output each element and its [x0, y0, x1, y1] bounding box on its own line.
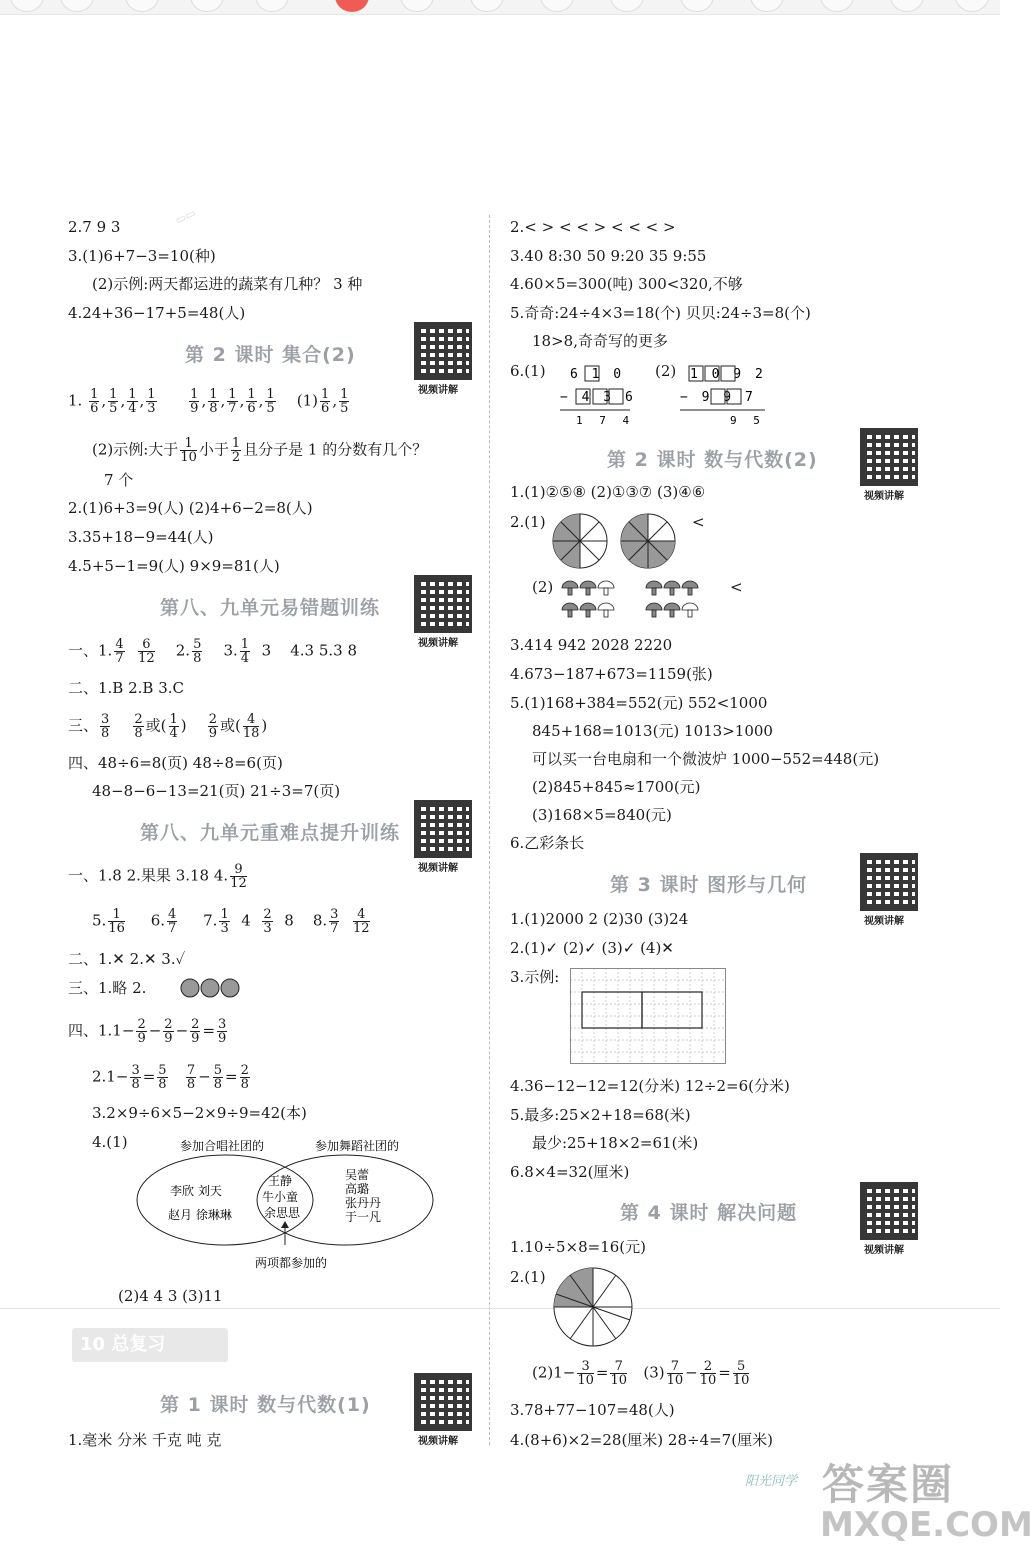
section-heading: 第八、九单元重难点提升训练 — [140, 822, 401, 844]
fraction: $\frac{1}{6}$ — [90, 387, 99, 416]
item-number: 3. — [223, 641, 238, 660]
text: 或( — [145, 716, 167, 735]
text: 四、1.1− — [68, 1021, 135, 1040]
fraction: $\frac{1}{4}$ — [169, 712, 178, 741]
venn-right-name: 张丹丹 — [345, 1196, 382, 1210]
sub-row: 1 7 4 — [576, 414, 635, 427]
answer-line — [68, 863, 249, 890]
answer-line: 1. $\frac{1}{6}$ , $\frac{1}{5}$ , $\frac{1}{4}$ , $\frac{1}{3}$ $\frac{1}{9}$ , $\frac{1}{8}$ , $\frac{1}{7}$ , $\frac{1}{6}$ , $\frac{1}{5}$ (1) $\frac{1}{6}$ , $\frac{1}{5}$ — [68, 387, 349, 416]
answer-line — [92, 908, 372, 935]
fraction: $\frac{1}{5}$ — [340, 387, 349, 416]
tab-circle — [255, 0, 289, 12]
text: (2)1− — [532, 1363, 576, 1382]
sub-label: (1) — [296, 391, 319, 410]
qr-code-icon[interactable] — [860, 853, 918, 911]
qr-label: 视频讲解 — [864, 1245, 904, 1256]
fraction: $\frac{3}{8}$ — [101, 712, 110, 741]
fraction: $\frac{2}{9}$ — [137, 1017, 146, 1046]
fraction: $\frac{3}{9}$ — [218, 1017, 227, 1046]
answer-line: 4.5+5−1=9(人) 9×9=81(人) — [68, 557, 280, 575]
circles-figure — [180, 977, 242, 999]
text: (2)示例:大于 — [92, 440, 179, 459]
answer-line: (2)示例:两天都运进的蔬菜有几种？ 3 种 — [92, 275, 363, 293]
qr-label: 视频讲解 — [418, 1436, 458, 1447]
tab-circle — [610, 0, 644, 12]
answer-line: 3.(1)6+7−3=10(种) — [68, 247, 216, 265]
tab-circle-active — [335, 0, 369, 12]
fraction: $\frac{1}{3}$ — [220, 907, 229, 936]
answer-line — [68, 979, 146, 997]
answer-line: (2)1− $\frac{3}{10}$ = $\frac{7}{10}$ (3) $\frac{7}{10}$ − $\frac{2}{10}$ = $\frac{5}{10}$ — [532, 1359, 750, 1388]
text: 4 — [241, 911, 251, 930]
fraction: $\frac{3}{8}$ — [131, 1063, 140, 1092]
stamp-mark: ▭▭ — [173, 206, 198, 227]
fraction: $\frac{1}{16}$ — [108, 907, 125, 936]
text: 2.1− — [92, 1067, 129, 1086]
qr-label: 视频讲解 — [418, 863, 458, 874]
tab-circle — [955, 0, 989, 12]
fraction: $\frac{3}{7}$ — [330, 907, 339, 936]
text: 小于 — [198, 440, 229, 459]
answer-line: 48−8−6−13=21(页) 21÷3=7(页) — [92, 782, 341, 800]
text: 3 — [261, 641, 272, 660]
top-tab-strip — [0, 0, 1000, 15]
answer-line: 最少:25+18×2=61(米) — [532, 1134, 699, 1152]
fraction: $\frac{1}{5}$ — [266, 387, 275, 416]
answer-line: 1.毫米 分米 千克 吨 克 — [68, 1431, 222, 1449]
answer-line: (2) — [655, 362, 677, 380]
text: 三、1.略 2. — [68, 979, 147, 997]
fraction: $\frac{1}{2}$ — [231, 436, 241, 465]
tab-circle — [400, 0, 434, 12]
fraction: $\frac{4}{7}$ — [168, 907, 177, 936]
answer-line: 2.1− $\frac{3}{8}$ = $\frac{5}{8}$ $\frac{7}{8}$ − $\frac{5}{8}$ = $\frac{2}{8}$ — [92, 1063, 249, 1092]
text: ) — [261, 716, 268, 735]
text: 且分子是 1 的分数有几个？ — [243, 440, 428, 459]
text: 4.3 5.3 8 — [290, 641, 357, 660]
fraction: $\frac{5}{10}$ — [732, 1359, 750, 1388]
item-number: 三、 — [68, 716, 99, 735]
item-number: 6. — [150, 911, 166, 930]
venn-mid-name: 余思思 — [264, 1206, 301, 1220]
watermark-url: MXQE.COM — [820, 1505, 1033, 1545]
chapter-tab: 10 总复习 — [72, 1328, 228, 1362]
answer-line: (2)845+845≈1700(元) — [532, 778, 701, 796]
sub-row: 1 0 9 2 — [690, 367, 766, 382]
answer-line: 3.78+77−107=48(人) — [510, 1401, 675, 1419]
answer-line: 2.(1)✓ (2)✓ (3)✓ (4)✕ — [510, 939, 674, 957]
venn-left-label: 参加合唱社团的 — [180, 1139, 265, 1153]
section-heading: 第 1 课时 数与代数(1) — [160, 1394, 371, 1416]
answer-line — [92, 437, 427, 464]
answer-line: 二、1.B 2.B 3.C — [68, 679, 184, 697]
fraction: $\frac{3}{10}$ — [577, 1359, 594, 1388]
answer-line — [68, 713, 267, 740]
fraction: $\frac{1}{7}$ — [228, 387, 237, 416]
column-divider — [489, 215, 490, 1445]
sub-row: 9 5 — [730, 414, 765, 427]
answer-line: 3.414 942 2028 2220 — [510, 636, 673, 654]
answer-line: 3.35+18−9=44(人) — [68, 528, 214, 546]
fraction: $\frac{1}{4}$ — [128, 387, 137, 416]
mushroom-figure — [560, 578, 730, 620]
answer-line: 3.2×9÷6×5−2×9÷9=42(本) — [92, 1104, 307, 1122]
qr-code-icon[interactable] — [414, 800, 472, 858]
venn-mid-name: 王静 — [268, 1174, 293, 1188]
tab-circle — [60, 0, 94, 12]
tab-circle — [890, 0, 924, 12]
qr-code-icon[interactable] — [860, 1182, 918, 1240]
fraction: $\frac{1}{6}$ — [247, 387, 256, 416]
answer-line: 2.< > < < > < < < > — [510, 218, 676, 236]
qr-code-icon[interactable] — [414, 575, 472, 633]
fraction: $\frac{1}{5}$ — [109, 387, 118, 416]
answer-line: (2)4 4 3 (3)11 — [118, 1287, 223, 1305]
answer-line: 845+168=1013(元) 1013>1000 — [532, 722, 773, 740]
tab-circle — [820, 0, 854, 12]
fraction: $\frac{6}{12}$ — [138, 637, 155, 666]
answer-line: 5.最多:25×2+18=68(米) — [510, 1106, 691, 1124]
fraction: $\frac{7}{10}$ — [666, 1359, 684, 1388]
fraction: $\frac{1}{4}$ — [240, 637, 250, 666]
answer-line: 3.示例: — [510, 968, 560, 986]
fraction: $\frac{2}{8}$ — [134, 712, 143, 741]
fraction: $\frac{7}{8}$ — [186, 1063, 196, 1092]
compare-sign: < — [692, 513, 705, 531]
fraction: $\frac{4}{18}$ — [242, 712, 260, 741]
item-number: 8. — [312, 911, 328, 930]
watermark-logo: 答案圈 — [822, 1460, 955, 1509]
answer-line: 可以买一台电扇和一个微波炉 1000−552=448(元) — [532, 750, 880, 768]
tab-circle — [10, 0, 44, 12]
section-heading: 第八、九单元易错题训练 — [160, 597, 381, 619]
answer-line: 7 个 — [104, 471, 134, 489]
fraction: $\frac{5}{8}$ — [158, 1063, 167, 1092]
item-number: 2. — [175, 641, 191, 660]
tab-circle — [470, 0, 504, 12]
subtraction-vertical — [680, 364, 775, 430]
fraction: $\frac{5}{8}$ — [213, 1063, 223, 1092]
answer-line: 3.40 8:30 50 9:20 35 9:55 — [510, 247, 707, 265]
answer-line: 18>8,奇奇写的更多 — [532, 332, 668, 350]
grid-drawing-figure — [570, 968, 726, 1064]
venn-right-name: 高璐 — [345, 1182, 370, 1196]
fraction: $\frac{1}{10}$ — [180, 436, 197, 465]
answer-line: 1.10÷5×8=16(元) — [510, 1238, 646, 1256]
text: ) — [180, 716, 187, 735]
fraction: $\frac{5}{8}$ — [193, 637, 202, 666]
answer-line: 四、1.1− $\frac{2}{9}$ − $\frac{2}{9}$ − $\frac{2}{9}$ = $\frac{3}{9}$ — [68, 1017, 227, 1046]
answer-line: 5.奇奇:24÷4×3=18(个) 贝贝:24÷3=8(个) — [510, 304, 811, 322]
fraction: $\frac{1}{9}$ — [190, 387, 199, 416]
answer-line: 2.(1) — [510, 513, 546, 531]
item-number: 5. — [92, 911, 107, 930]
answer-line: 4.(1) — [92, 1133, 128, 1151]
venn-left-names: 李欣 刘天 — [170, 1184, 222, 1198]
item-number: 7. — [203, 911, 218, 930]
section-heading: 第 2 课时 数与代数(2) — [607, 449, 818, 471]
sub-row: 6 1 0 — [570, 367, 625, 382]
fraction: $\frac{7}{10}$ — [610, 1359, 628, 1388]
fraction: $\frac{2}{8}$ — [240, 1063, 249, 1092]
tab-circle — [190, 0, 224, 12]
answer-line: 5.(1)168+384=552(元) 552<1000 — [510, 694, 768, 712]
item-number: 一、1. — [68, 641, 113, 660]
qr-code-icon[interactable] — [860, 428, 918, 486]
fraction: $\frac{2}{9}$ — [164, 1017, 173, 1046]
venn-right-name: 吴蕾 — [345, 1168, 370, 1182]
fraction: $\frac{2}{9}$ — [191, 1017, 200, 1046]
answer-line: 4.24+36−17+5=48(人) — [68, 304, 246, 322]
qr-label: 视频讲解 — [864, 916, 904, 927]
answer-line: 6.乙彩条长 — [510, 834, 585, 852]
answer-line: 4.(8+6)×2=28(厘米) 28÷4=7(厘米) — [510, 1431, 773, 1449]
sub-row: − 9 9 7 — [680, 390, 756, 405]
compare-sign: < — [730, 578, 743, 596]
tab-circle — [540, 0, 574, 12]
venn-diagram — [130, 1135, 440, 1275]
answer-line: 1.(1)②⑤⑧ (2)①③⑦ (3)④⑥ — [510, 483, 706, 501]
qr-label: 视频讲解 — [418, 638, 458, 649]
publisher-logo: 阳光同学 — [745, 1474, 798, 1489]
fraction: $\frac{2}{9}$ — [208, 712, 218, 741]
venn-right-name: 于一凡 — [345, 1210, 382, 1224]
answer-line: (2) — [532, 578, 554, 596]
answer-line: 2.(1)6+3=9(人) (2)4+6−2=8(人) — [68, 499, 313, 517]
answer-line: 4.36−12−12=12(分米) 12÷2=6(分米) — [510, 1077, 790, 1095]
answer-line: 2.(1) — [510, 1268, 546, 1286]
venn-right-label: 参加舞蹈社团的 — [315, 1139, 400, 1153]
section-heading: 第 2 课时 集合(2) — [185, 344, 356, 366]
answer-line: 二、1.✕ 2.✕ 3.✓ — [68, 950, 186, 968]
pie-fraction-figure — [552, 513, 682, 573]
answer-line: 4.60×5=300(吨) 300<320,不够 — [510, 275, 743, 293]
text: 或( — [220, 716, 241, 735]
section-separator — [0, 1308, 1000, 1309]
sub-row: − 4 3 6 — [560, 390, 636, 405]
tab-circle — [750, 0, 784, 12]
fraction: $\frac{4}{7}$ — [115, 637, 124, 666]
qr-code-icon[interactable] — [414, 322, 472, 380]
fraction: $\frac{9}{12}$ — [230, 862, 247, 891]
subtraction-vertical — [560, 364, 640, 430]
section-heading: 第 3 课时 图形与几何 — [610, 874, 808, 896]
fraction: $\frac{1}{6}$ — [321, 387, 330, 416]
fraction: $\frac{1}{8}$ — [209, 387, 218, 416]
answer-line: 四、48÷6=8(页) 48÷8=6(页) — [68, 754, 283, 772]
fraction: $\frac{2}{10}$ — [699, 1359, 717, 1388]
answer-line: (3)168×5=840(元) — [532, 806, 672, 824]
tab-circle — [680, 0, 714, 12]
venn-mid-name: 牛小童 — [262, 1190, 299, 1204]
qr-label: 视频讲解 — [418, 385, 458, 396]
text: 一、1.8 2.果果 3.18 4. — [68, 866, 229, 885]
qr-code-icon[interactable] — [414, 1373, 472, 1431]
section-heading: 第 4 课时 解决问题 — [620, 1202, 798, 1224]
venn-left-names: 赵月 徐琳琳 — [168, 1208, 232, 1222]
venn-bottom-label: 两项都参加的 — [255, 1256, 328, 1270]
tab-circle — [125, 0, 159, 12]
qr-label: 视频讲解 — [864, 491, 904, 502]
answer-line — [68, 638, 357, 665]
fraction: $\frac{1}{3}$ — [147, 387, 156, 416]
answer-line: 6.(1) — [510, 362, 546, 380]
fraction: $\frac{4}{12}$ — [352, 907, 370, 936]
answer-line: 1.(1)2000 2 (2)30 (3)24 — [510, 910, 689, 928]
item-number: 1. — [68, 391, 83, 410]
answer-line: 2.7 9 3 — [68, 218, 121, 236]
fraction: $\frac{2}{3}$ — [263, 907, 272, 936]
pie-fraction-figure — [552, 1266, 634, 1348]
text: (3) — [643, 1363, 665, 1382]
answer-line: 6.8×4=32(厘米) — [510, 1163, 630, 1181]
text: 8 — [284, 911, 294, 930]
answer-line: 4.673−187+673=1159(张) — [510, 665, 713, 683]
